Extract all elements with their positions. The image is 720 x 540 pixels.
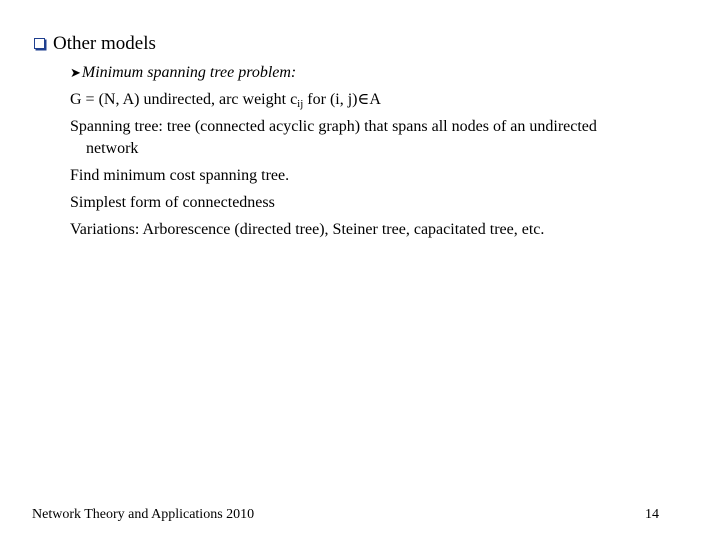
graph-suffix: for (i, j)∈A bbox=[303, 91, 381, 108]
checkbox-bullet-icon bbox=[34, 38, 45, 49]
simplest-line: Simplest form of connectedness bbox=[70, 194, 275, 211]
spanning-tree-line-2: network bbox=[86, 140, 139, 157]
subheading bbox=[70, 63, 296, 83]
graph-subscript: ij bbox=[297, 98, 304, 110]
slide-heading bbox=[34, 33, 156, 55]
spanning-tree-line-1: Spanning tree: tree (connected acyclic graph) that spans all nodes of an undirected bbox=[70, 118, 597, 135]
variations-line: Variations: Arborescence (directed tree), Steiner tree, capacitated tree, etc. bbox=[70, 221, 545, 238]
graph-prefix: G = (N, A) undirected, arc weight c bbox=[70, 91, 298, 108]
find-line: Find minimum cost spanning tree. bbox=[70, 167, 290, 184]
arrow-bullet-icon: ➤ bbox=[70, 65, 81, 80]
footer-text: Network Theory and Applications 2010 bbox=[32, 507, 255, 522]
graph-definition-line bbox=[70, 90, 381, 110]
heading-text: Other models bbox=[53, 33, 156, 54]
subheading-text: Minimum spanning tree problem: bbox=[81, 64, 297, 81]
page-number: 14 bbox=[645, 507, 659, 522]
